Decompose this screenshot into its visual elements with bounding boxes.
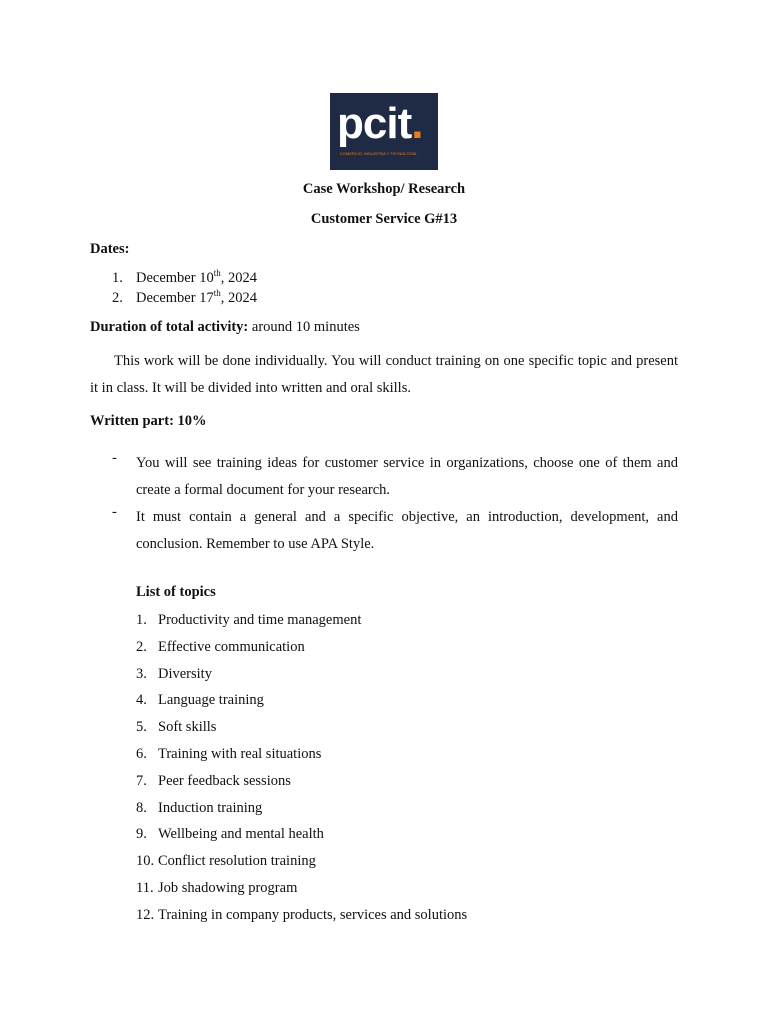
topics-list <box>136 611 467 933</box>
topic-number: 3. <box>136 665 147 682</box>
topic-number: 10. <box>136 853 155 870</box>
topic-number: 9. <box>136 826 147 843</box>
topic-text: Language training <box>158 692 264 709</box>
date-suffix: th <box>213 268 221 278</box>
list-item <box>136 745 467 772</box>
topic-text: Conflict resolution training <box>158 853 316 870</box>
written-part-heading: Written part: 10% <box>90 413 207 429</box>
list-item <box>136 718 467 745</box>
duration-label: Duration of total activity: <box>90 319 249 335</box>
duration-line <box>90 319 360 336</box>
topic-number: 12. <box>136 906 155 923</box>
topic-text: Job shadowing program <box>158 879 298 896</box>
logo-wordmark: pcit. <box>337 99 423 148</box>
topic-text: Training with real situations <box>158 745 322 762</box>
topic-text: Wellbeing and mental health <box>158 826 324 843</box>
topic-text: Soft skills <box>158 719 217 736</box>
topic-number: 6. <box>136 745 147 762</box>
logo-dot: . <box>411 99 423 148</box>
list-item <box>136 879 467 906</box>
list-item <box>136 691 467 718</box>
topic-number: 1. <box>136 612 147 628</box>
bullet-text: It must contain a general and a specific objective, an introduction, development, and conclusion. Remember to use APA Style. <box>136 509 678 552</box>
date-suffix: th <box>213 288 221 298</box>
logo-tagline: COMERCIO, INDUSTRIA Y TECNOLOGÍA <box>340 151 417 156</box>
document-title: Case Workshop/ Research <box>302 181 466 197</box>
list-item <box>136 638 467 665</box>
dates-heading: Dates: <box>90 241 130 257</box>
bullet-dash: - <box>112 504 117 520</box>
list-item <box>136 906 467 933</box>
duration-value: around 10 minutes <box>248 319 360 335</box>
date-text: December 17 <box>136 290 214 306</box>
pcit-logo <box>330 93 438 170</box>
date-number: 2. <box>112 290 123 306</box>
date-text: December 10 <box>136 270 214 286</box>
date-year: , 2024 <box>220 290 257 306</box>
list-item <box>136 852 467 879</box>
date-number: 1. <box>112 270 123 286</box>
topic-text: Productivity and time management <box>158 612 362 628</box>
list-item <box>136 772 467 799</box>
topic-number: 8. <box>136 799 147 816</box>
list-item <box>136 611 467 638</box>
list-item <box>136 825 467 852</box>
topic-number: 2. <box>136 638 147 655</box>
date-item <box>112 270 257 287</box>
topic-text: Training in company products, services and solutions <box>158 906 468 923</box>
list-item <box>136 799 467 826</box>
topic-number: 5. <box>136 719 147 736</box>
intro-paragraph: This work will be done individually. You will conduct training on one specific topic and present it in class. It will be divided into written and oral skills. <box>90 353 678 396</box>
topic-text: Diversity <box>158 665 212 682</box>
bullet-text: You will see training ideas for customer service in organizations, choose one of them and create a formal document for your research. <box>136 455 678 498</box>
date-year: , 2024 <box>220 270 257 286</box>
topics-heading: List of topics <box>136 584 216 600</box>
topic-text: Peer feedback sessions <box>158 772 291 789</box>
bullet-item <box>112 504 678 558</box>
topic-number: 11. <box>136 879 154 896</box>
topic-number: 4. <box>136 692 147 709</box>
topic-number: 7. <box>136 772 147 789</box>
bullet-item <box>112 450 678 504</box>
list-item <box>136 665 467 692</box>
bullet-dash: - <box>112 450 117 466</box>
topic-text: Induction training <box>158 799 263 816</box>
topic-text: Effective communication <box>158 638 305 655</box>
date-item <box>112 290 257 307</box>
document-subtitle: Customer Service G#13 <box>310 211 458 227</box>
